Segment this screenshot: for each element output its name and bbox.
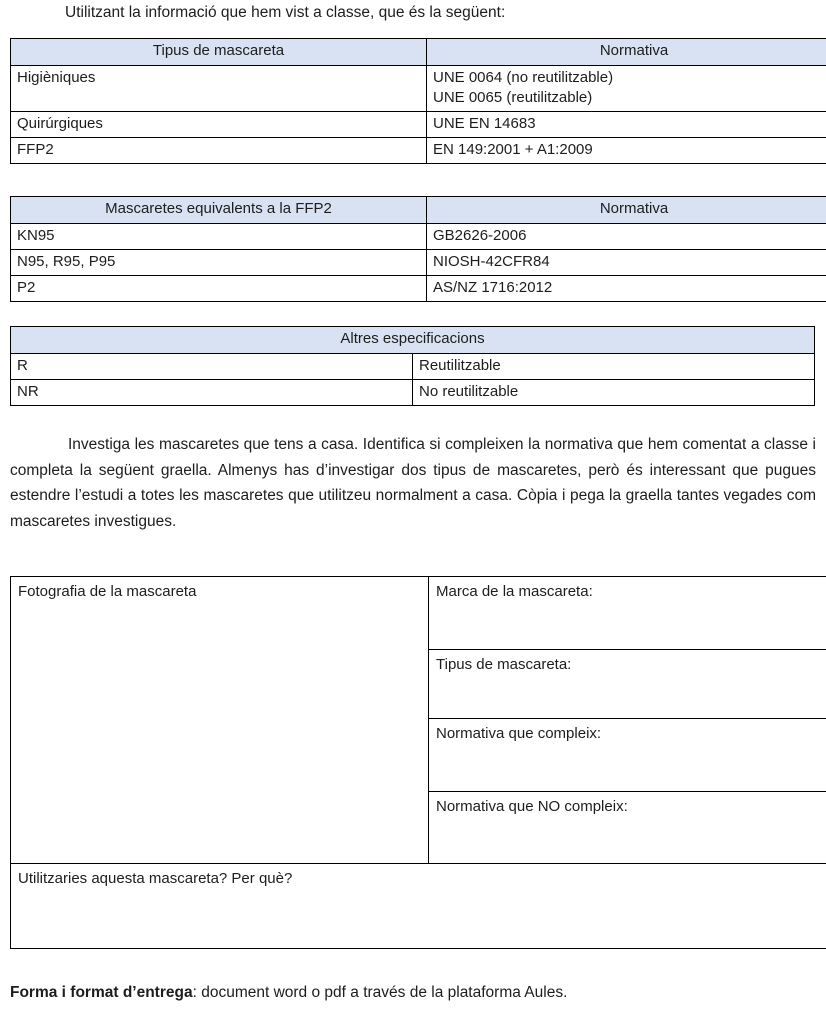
mask-types-table: [10, 38, 826, 164]
table-row: [11, 276, 826, 302]
cell-normativa: EN 149:2001 + A1:2009: [427, 138, 826, 164]
intro-paragraph: Utilitzant la informació que hem vist a classe, que és la següent:: [65, 4, 506, 21]
cell-spec-code: NR: [11, 380, 413, 406]
field-final-question[interactable]: Utilitzaries aquesta mascareta? Per què?: [11, 864, 826, 949]
column-header-other-specs: Altres especificacions: [11, 327, 815, 354]
table-row: [11, 66, 826, 112]
cell-normativa: GB2626-2006: [427, 224, 826, 250]
cell-mask-type: Quirúrgiques: [11, 112, 427, 138]
photo-cell[interactable]: Fotografia de la mascareta: [11, 577, 429, 864]
cell-equivalent-mask: KN95: [11, 224, 427, 250]
delivery-note-label: Forma i format d’entrega: [10, 984, 193, 1001]
mask-worksheet-form: [10, 576, 826, 949]
table-header-row: [11, 327, 815, 354]
cell-equivalent-mask: N95, R95, P95: [11, 250, 427, 276]
other-specifications-table: [10, 326, 815, 406]
cell-normativa: NIOSH-42CFR84: [427, 250, 826, 276]
cell-mask-type: FFP2: [11, 138, 427, 164]
ffp2-equivalents-table: [10, 196, 826, 302]
field-norm-not-complies[interactable]: Normativa que NO compleix:: [429, 791, 826, 863]
cell-spec-meaning: No reutilitzable: [413, 380, 815, 406]
column-header-normativa: Normativa: [427, 39, 826, 66]
normativa-line: UNE 0065 (reutilitzable): [433, 89, 593, 106]
form-row: [11, 577, 826, 650]
form-row: [11, 864, 826, 949]
table-row: [11, 250, 826, 276]
delivery-note: [10, 982, 816, 1004]
cell-equivalent-mask: P2: [11, 276, 427, 302]
table-header-row: [11, 197, 826, 224]
field-brand[interactable]: Marca de la mascareta:: [429, 577, 826, 650]
table-row: [11, 112, 826, 138]
cell-normativa: [427, 66, 826, 112]
table-header-row: [11, 39, 826, 66]
column-header-equivalent-masks: Mascaretes equivalents a la FFP2: [11, 197, 427, 224]
table-row: [11, 138, 826, 164]
field-mask-type[interactable]: Tipus de mascareta:: [429, 650, 826, 719]
cell-normativa: UNE EN 14683: [427, 112, 826, 138]
cell-spec-meaning: Reutilitzable: [413, 354, 815, 380]
instructions-paragraph: Investiga les mascaretes que tens a casa. Identifica si compleixen la normativa que hem comentat a classe i completa la següent graella. Almenys has d’investigar dos tipus de mascaretes, però és interessant que pugues estendre l’estudi a totes les mascaretes que utilitzeu normalment a casa. Còpia i pega la graella tantes vegades com mascaretes investigues.: [10, 436, 816, 530]
cell-normativa: AS/NZ 1716:2012: [427, 276, 826, 302]
field-norm-complies[interactable]: Normativa que compleix:: [429, 719, 826, 791]
normativa-line: UNE 0064 (no reutilitzable): [433, 69, 614, 86]
cell-spec-code: R: [11, 354, 413, 380]
table-row: [11, 224, 826, 250]
table-row: [11, 380, 815, 406]
delivery-note-text: : document word o pdf a través de la plataforma Aules.: [192, 984, 568, 1001]
cell-mask-type: Higièniques: [11, 66, 427, 112]
column-header-normativa: Normativa: [427, 197, 826, 224]
column-header-mask-type: Tipus de mascareta: [11, 39, 427, 66]
table-row: [11, 354, 815, 380]
